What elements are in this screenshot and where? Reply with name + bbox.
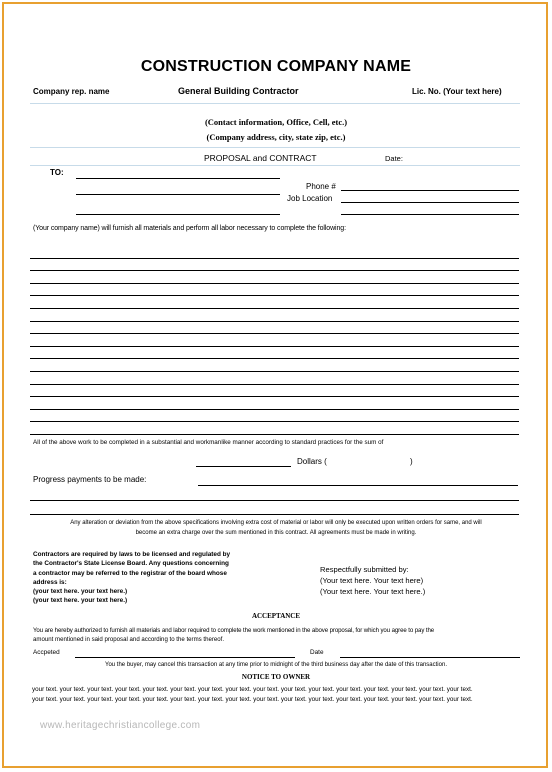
scope-line[interactable]: [30, 397, 519, 410]
job-location-label: Job Location: [287, 194, 333, 203]
accepted-signature-line[interactable]: [75, 657, 295, 658]
license-notice-line: address is:: [33, 578, 67, 586]
cancel-notice: You the buyer, may cancel this transaction at any time prior to midnight of the third business day after the date of this transaction.: [105, 662, 447, 668]
phone-label: Phone #: [306, 182, 336, 191]
progress-line-1[interactable]: [198, 485, 518, 486]
license-notice-line: (your text here. your text here.): [33, 588, 128, 596]
license-number: Lic. No. (Your text here): [412, 87, 502, 96]
acceptance-date-line[interactable]: [340, 657, 520, 658]
header-divider: [30, 103, 520, 104]
scope-line[interactable]: [30, 284, 519, 297]
license-notice-line: (your text here. your text here.): [33, 597, 128, 605]
scope-line[interactable]: [30, 347, 519, 360]
license-notice-line: a contractor may be referred to the registrar of the board whose: [33, 569, 227, 577]
date-label: Date:: [385, 154, 403, 163]
scope-line[interactable]: [30, 359, 519, 372]
license-notice: [33, 550, 230, 606]
to-line-2[interactable]: [76, 194, 280, 195]
progress-line-2[interactable]: [30, 500, 519, 501]
license-notice-line: Contractors are required by laws to be licensed and regulated by: [33, 551, 231, 558]
sum-text: All of the above work to be completed in a substantial and workmanlike manner according to standard practices for the sum of: [33, 439, 384, 446]
job-location-line[interactable]: [341, 202, 519, 203]
scope-line[interactable]: [30, 259, 519, 272]
scope-line[interactable]: [30, 385, 519, 398]
watermark: www.heritagechristiancollege.com: [40, 720, 201, 731]
owner-notice-heading: NOTICE TO OWNER: [241, 673, 311, 681]
rep-name: Company rep. name: [33, 87, 110, 96]
acceptance-heading: ACCEPTANCE: [251, 612, 301, 620]
license-notice-line: the Contractor's State License Board. Any questions concerning: [33, 560, 229, 568]
scope-line[interactable]: [30, 372, 519, 385]
submitted-label: Respectfully submitted by:: [320, 565, 409, 574]
phone-line[interactable]: [341, 190, 519, 191]
dollars-label: Dollars (: [297, 457, 327, 466]
job-location-line-2[interactable]: [341, 214, 519, 215]
progress-label: Progress payments to be made:: [33, 475, 147, 484]
alteration-line-2: become an extra charge over the sum mentioned in this contract. All agreements must be made in writing.: [135, 530, 417, 536]
contact-line-1: (Contact information, Office, Cell, etc.): [204, 117, 348, 127]
company-title: CONSTRUCTION COMPANY NAME: [140, 58, 412, 75]
submitted-block: [320, 564, 425, 597]
accepted-label: Accpeted: [33, 649, 60, 656]
acceptance-date-label: Date: [310, 649, 324, 656]
sum-amount-line[interactable]: [196, 466, 291, 467]
to-label: TO:: [50, 168, 64, 177]
acceptance-line-2: amount mentioned in said proposal and according to the terms thereof.: [33, 636, 225, 643]
scope-line[interactable]: [30, 322, 519, 335]
scope-line[interactable]: [30, 296, 519, 309]
dollars-close: ): [410, 457, 413, 466]
owner-notice-line: your text. your text. your text. your text. your text. your text. your text. your text. your text. your text. your text. your text. your text. your text. your text. your text.: [32, 686, 473, 693]
scope-line[interactable]: [30, 410, 519, 423]
contractor-type: General Building Contractor: [178, 86, 299, 96]
contact-divider: [30, 147, 520, 148]
to-line-3[interactable]: [76, 214, 280, 215]
progress-line-3[interactable]: [30, 514, 519, 515]
alteration-line-1: Any alteration or deviation from the above specifications involving extra cost of material or labor will only be executed upon written orders for same, and will: [70, 520, 482, 526]
scope-line[interactable]: [30, 422, 519, 435]
scope-line[interactable]: [30, 271, 519, 284]
contact-line-2: (Company address, city, state zip, etc.): [206, 132, 346, 142]
acceptance-line-1: You are hereby authorized to furnish all materials and labor required to complete the work mentioned in the above proposal, for which you agree to pay the: [33, 627, 435, 634]
owner-notice-text: [32, 685, 522, 705]
scope-line[interactable]: [30, 334, 519, 347]
proposal-heading: PROPOSAL and CONTRACT: [204, 153, 317, 163]
scope-intro: (Your company name) will furnish all materials and perform all labor necessary to complete the following:: [33, 225, 346, 232]
scope-line[interactable]: [30, 246, 519, 259]
to-line-1[interactable]: [76, 178, 280, 179]
submitted-line-2: (Your text here. Your text here.): [320, 587, 426, 596]
owner-notice-line: your text. your text. your text. your text. your text. your text. your text. your text. your text. your text. your text. your text. your text. your text. your text. your text.: [32, 696, 473, 703]
submitted-line-1: (Your text here. Your text here): [320, 576, 424, 585]
proposal-divider: [30, 165, 520, 166]
scope-lines: [30, 246, 519, 435]
scope-line[interactable]: [30, 309, 519, 322]
